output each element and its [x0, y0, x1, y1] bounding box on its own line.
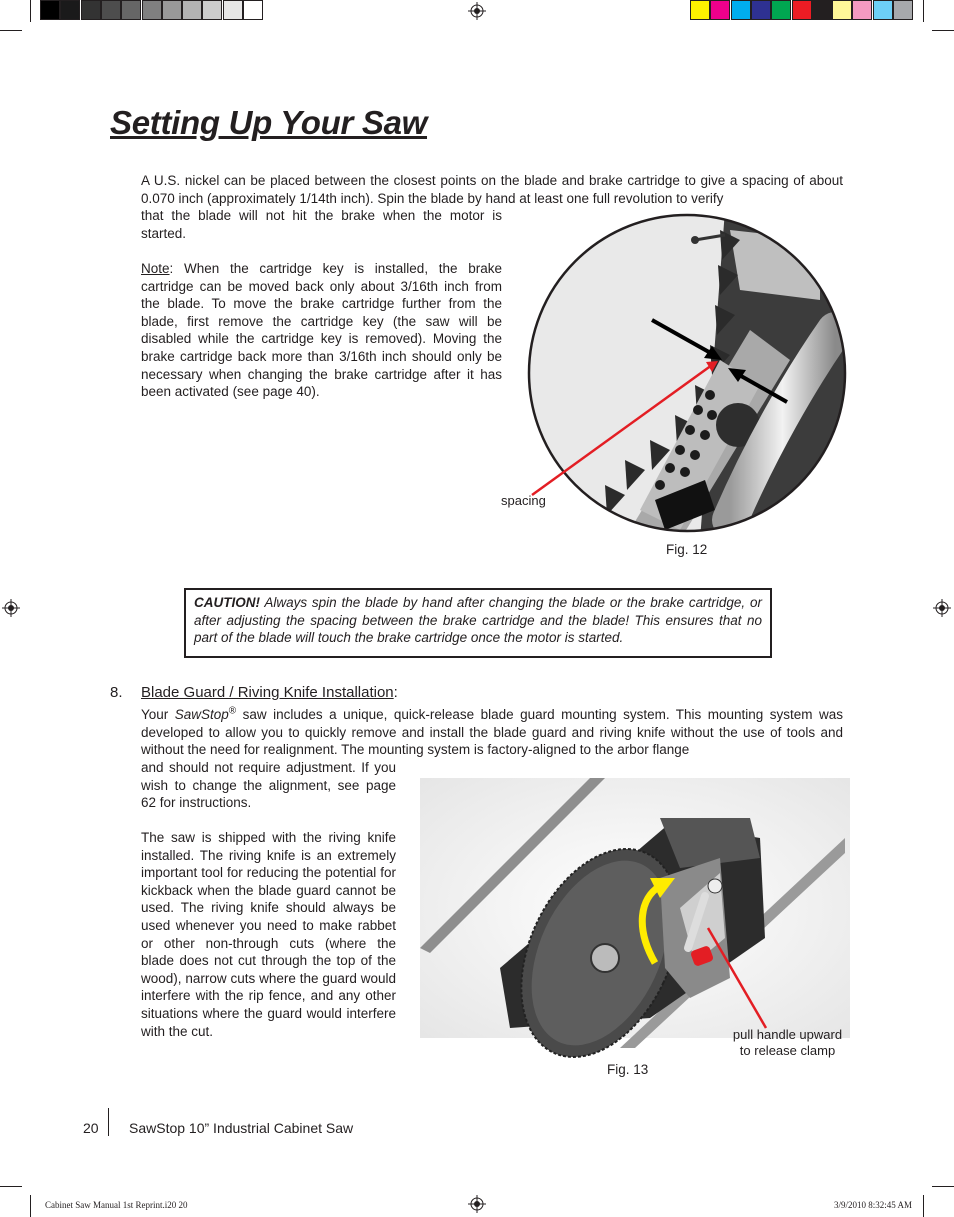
note-text: : When the cartridge key is installed, the brake cartridge can be moved back only about 3/16th inch from the blade. To move the brake cartridge further from the blade, first remove the cartridge key (the saw will be disabled while the cartridge key is removed). Moving the brake cartridge back more than 3/16th inch should only be necessary when changing the brake cartridge after it has been activated (see page 40).	[141, 261, 502, 400]
brand-name: SawStop	[174, 707, 229, 722]
riving-knife-paragraph: The saw is shipped with the riving knife installed. The riving knife is an extremely important tool for reducing the potential for kickback when the blade guard cannot be used. The riving knife should always be used whenever you need to make rabbet or other non-through cuts (where the blade does not cut through the top of the wood), narrow cuts where the guard would interfere with the rip fence, and any other situations where the guard would interfere with the cut.	[141, 830, 396, 1039]
registration-mark-icon	[2, 599, 20, 617]
calibration-swatch	[101, 0, 121, 20]
calibration-swatch	[852, 0, 872, 20]
registered-mark: ®	[228, 705, 237, 717]
calibration-swatch	[731, 0, 751, 20]
calibration-swatch	[812, 0, 832, 20]
registration-mark-icon	[468, 1195, 486, 1213]
calibration-swatch	[60, 0, 80, 20]
crop-mark	[923, 1195, 924, 1217]
calibration-swatch	[121, 0, 141, 20]
section-heading-colon: :	[393, 684, 398, 701]
note-paragraph	[141, 260, 502, 401]
caution-box	[184, 588, 772, 658]
crop-mark	[932, 1186, 954, 1187]
slug-timestamp: 3/9/2010 8:32:45 AM	[833, 1200, 912, 1210]
handle-callout-line1: pull handle upward	[732, 1027, 843, 1042]
note-label: Note	[141, 261, 170, 276]
spacing-callout: spacing	[501, 493, 546, 508]
calibration-swatch	[893, 0, 913, 20]
calibration-swatch	[832, 0, 852, 20]
footer-divider	[108, 1108, 109, 1136]
caution-label: CAUTION!	[194, 595, 260, 610]
crop-mark	[30, 1195, 31, 1217]
section8-paragraph-full	[141, 706, 843, 759]
registration-mark-icon	[933, 599, 951, 617]
calibration-swatch	[690, 0, 710, 20]
crop-mark	[923, 0, 924, 22]
calibration-swatch	[182, 0, 202, 20]
intro-paragraph-full: A U.S. nickel can be placed between the closest points on the blade and brake cartridge to give a spacing of about 0.070 inch (approximately 1/14th inch). Spin the blade by hand at least one full revolution to verify	[141, 173, 843, 206]
page-number: 20	[83, 1120, 99, 1136]
figure-12-caption: Fig. 12	[666, 542, 708, 557]
calibration-swatch	[792, 0, 812, 20]
section-heading	[141, 684, 398, 701]
slug-file-info: Cabinet Saw Manual 1st Reprint.i20 20	[45, 1200, 188, 1210]
calibration-swatch	[142, 0, 162, 20]
section-heading-text: Blade Guard / Riving Knife Installation	[141, 684, 394, 701]
calibration-swatch	[873, 0, 893, 20]
calibration-swatch	[243, 0, 263, 20]
intro-paragraph-narrow: that the blade will not hit the brake when the motor is started.	[141, 208, 502, 241]
crop-mark	[30, 0, 31, 22]
figure-12-blade-brake-closeup	[490, 210, 854, 540]
section8-paragraph-narrow: and should not require adjustment. If you wish to change the alignment, see page 62 for instructions.	[141, 760, 396, 811]
calibration-swatch	[223, 0, 243, 20]
calibration-swatch	[751, 0, 771, 20]
handle-callout	[720, 1027, 855, 1059]
running-title: SawStop 10” Industrial Cabinet Saw	[129, 1120, 354, 1136]
calibration-swatch	[710, 0, 730, 20]
calibration-swatch	[81, 0, 101, 20]
text-your: Your	[141, 707, 175, 722]
handle-callout-line2: to release clamp	[739, 1043, 836, 1058]
figure-13-caption: Fig. 13	[607, 1062, 649, 1077]
caution-text: Always spin the blade by hand after changing the blade or the brake cartridge, or after adjusting the spacing between the brake cartridge and the blade! This ensures that no part of the blade will touch the brake cartridge once the motor is started.	[194, 595, 762, 646]
calibration-swatch	[40, 0, 60, 20]
calibration-swatch	[771, 0, 791, 20]
crop-mark	[0, 1186, 22, 1187]
page-title: Setting Up Your Saw	[110, 104, 428, 141]
calibration-swatch	[162, 0, 182, 20]
registration-mark-icon	[468, 2, 486, 20]
section8-paragraph-text: saw includes a unique, quick-release blade guard mounting system. This mounting system was developed to allow you to quickly remove and install the blade guard and riving knife without the use of tools and without the need for realignment. The mounting system is factory-aligned to the arbor flange	[141, 707, 843, 758]
figure-13-blade-guard-mount	[420, 778, 850, 1058]
crop-mark	[0, 30, 22, 31]
calibration-swatch	[202, 0, 222, 20]
crop-mark	[932, 30, 954, 31]
step-number: 8.	[110, 684, 123, 701]
